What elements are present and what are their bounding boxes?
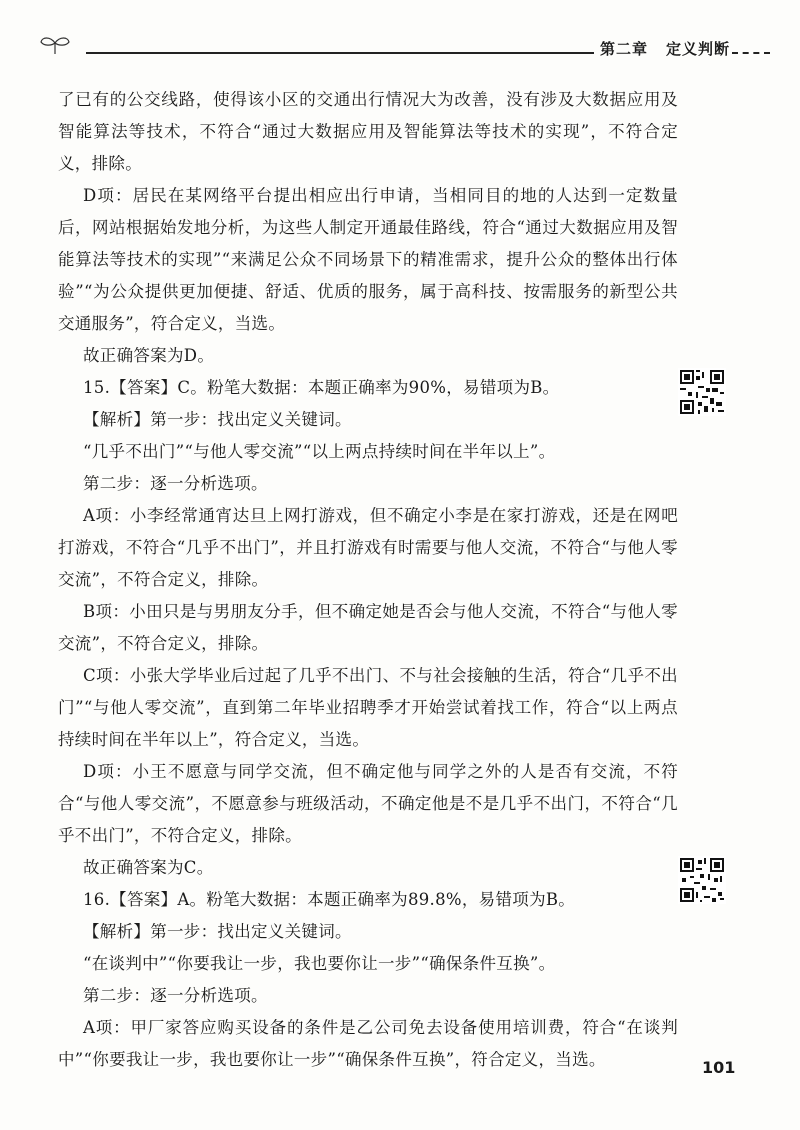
chapter-label: 第二章	[600, 40, 649, 58]
answer-15: 15.【答案】C。粉笔大数据：本题正确率为90%，易错项为B。	[83, 378, 560, 397]
paragraph: 故正确答案为C。	[83, 858, 214, 877]
paragraph: “在谈判中”“你要我让一步，我也要你让一步”“确保条件互换”。	[83, 954, 556, 973]
paragraph: D项：居民在某网络平台提出相应出行申请，当相同目的地的人达到一定数量后，网站根据始发地分析，为这些人制定开通最佳路线，符合“通过大数据应用及智能算法等技术的实现”“来满足公众不同场景下的精准需求，提升公众的整体出行体验”“为公众提供更加便捷、舒适、优质的服务，属于高科技、按需服务的新型公共交通服务”，符合定义，当选。	[58, 186, 678, 333]
page-header	[32, 30, 768, 64]
chapter-heading	[594, 38, 736, 59]
paragraph: A项：小李经常通宵达旦上网打游戏，但不确定小李是在家打游戏，还是在网吧打游戏，不符合“几乎不出门”，并且打游戏有时需要与他人交流，不符合“与他人零交流”，不符合定义，排除。	[58, 506, 678, 589]
paragraph: B项：小田只是与男朋友分手，但不确定她是否会与他人交流，不符合“与他人零交流”，不符合定义，排除。	[58, 602, 678, 653]
paragraph: 第二步：逐一分析选项。	[83, 474, 268, 493]
paragraph: D项：小王不愿意与同学交流，但不确定他与同学之外的人是否有交流，不符合“与他人零交流”，不愿意参与班级活动，不确定他是不是几乎不出门，不符合“几乎不出门”，不符合定义，排除。	[58, 762, 678, 845]
leaf-sprout-icon	[38, 34, 72, 56]
page-body	[58, 84, 678, 1076]
paragraph: A项：甲厂家答应购买设备的条件是乙公司免去设备使用培训费，符合“在谈判中”“你要我让一步，我也要你让一步”“确保条件互换”，符合定义，当选。	[58, 1018, 678, 1069]
header-dash-rule	[732, 52, 770, 54]
answer-16: 16.【答案】A。粉笔大数据：本题正确率为89.8%，易错项为B。	[83, 890, 576, 909]
paragraph: 第二步：逐一分析选项。	[83, 986, 268, 1005]
paragraph: “几乎不出门”“与他人零交流”“以上两点持续时间在半年以上”。	[83, 442, 556, 461]
page-number: 101	[702, 1058, 736, 1077]
qr-code-icon[interactable]	[678, 368, 726, 416]
chapter-title: 定义判断	[666, 40, 731, 58]
paragraph: 了已有的公交线路，使得该小区的交通出行情况大为改善，没有涉及大数据应用及智能算法等技术，不符合“通过大数据应用及智能算法等技术的实现”，不符合定义，排除。	[58, 90, 678, 173]
paragraph: 【解析】第一步：找出定义关键词。	[83, 410, 352, 429]
paragraph: C项：小张大学毕业后过起了几乎不出门、不与社会接触的生活，符合“几乎不出门”“与他人零交流”，直到第二年毕业招聘季才开始尝试着找工作，符合“以上两点持续时间在半年以上”，符合定义，当选。	[58, 666, 678, 749]
paragraph: 【解析】第一步：找出定义关键词。	[83, 922, 352, 941]
qr-code-icon[interactable]	[678, 856, 726, 904]
paragraph: 故正确答案为D。	[83, 346, 215, 365]
header-rule	[86, 52, 616, 54]
